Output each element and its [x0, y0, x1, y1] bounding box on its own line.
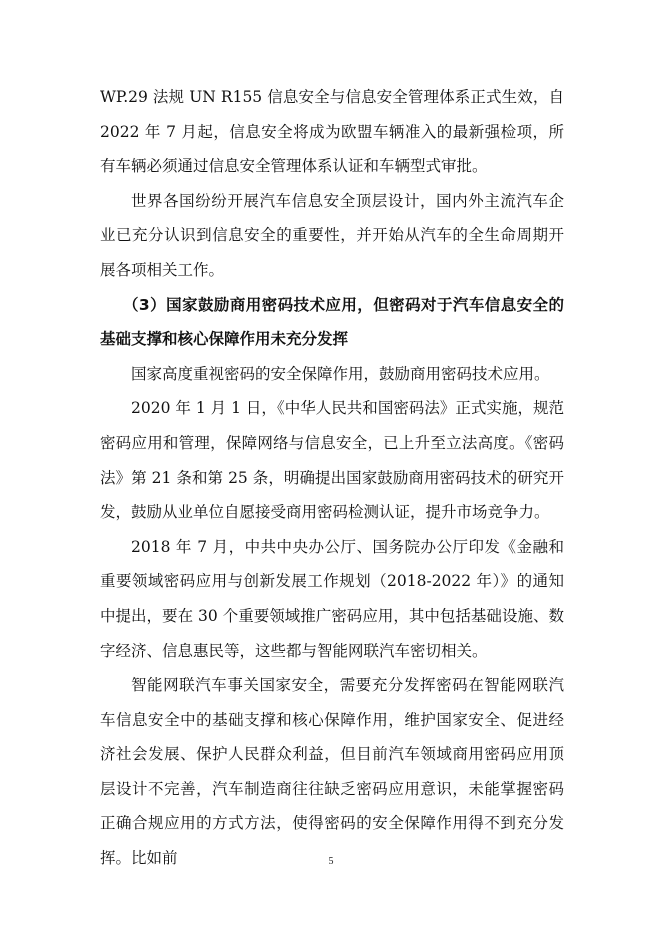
paragraph-global-security-design: 世界各国纷纷开展汽车信息安全顶层设计，国内外主流汽车企业已充分认识到信息安全的重要性，并开始从汽车的全生命周期开展各项相关工作。: [100, 191, 564, 279]
paragraph-national-encouragement: 国家高度重视密码的安全保障作用，鼓励商用密码技术应用。: [131, 364, 550, 383]
page-body: [100, 80, 564, 876]
paragraph-continuation: WP.29 法规 UN R155 信息安全与信息安全管理体系正式生效，自 2022 年 7 月起，信息安全将成为欧盟车辆准入的最新强检项，所有车辆必须通过信息安全管理体系认证和车辆型式审批。: [100, 88, 564, 176]
paragraph-national-security: 智能网联汽车事关国家安全，需要充分发挥密码在智能网联汽车信息安全中的基础支撑和核心保障作用，维护国家安全、促进经济社会发展、保护人民群众利益，但目前汽车领域商用密码应用顶层设计不完善，汽车制造商往往缺乏密码应用意识，未能掌握密码正确合规应用的方式方法，使得密码的安全保障作用得不到充分发挥。比如前: [100, 676, 564, 868]
section-heading-commercial-cryptography: （3）国家鼓励商用密码技术应用，但密码对于汽车信息安全的基础支撑和核心保障作用未充分发挥: [100, 295, 564, 349]
paragraph-2018-plan: 2018 年 7 月，中共中央办公厅、国务院办公厅印发《金融和重要领域密码应用与创新发展工作规划（2018-2022 年）》的通知中提出，要在 30 个重要领域推广密码应用，其中包括基础设施、数字经济、信息惠民等，这些都与智能网联汽车密切相关。: [100, 537, 564, 660]
paragraph-cryptography-law: 2020 年 1 月 1 日，《中华人民共和国密码法》正式实施，规范密码应用和管理，保障网络与信息安全，已上升至立法高度。《密码法》第 21 条和第 25 条，明确提出国家鼓励商用密码技术的研究开发，鼓励从业单位自愿接受商用密码检测认证，提升市场竞争力。: [100, 399, 564, 522]
page-number: 5: [328, 856, 334, 867]
